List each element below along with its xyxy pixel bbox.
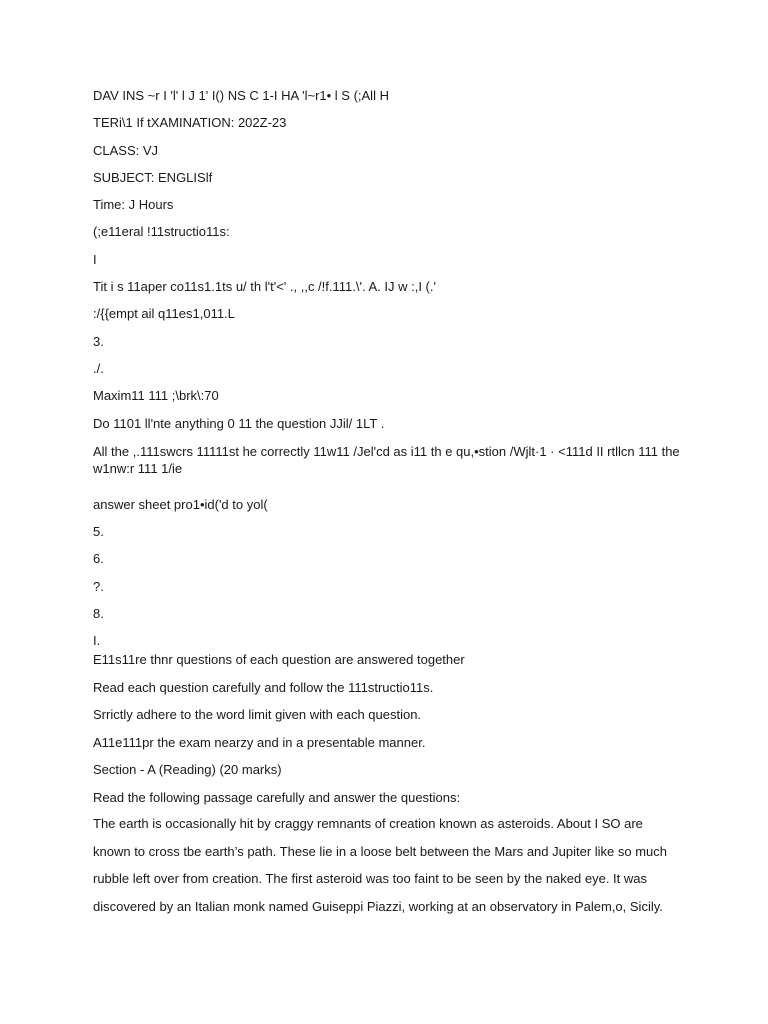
instruction-text: Tit i s 11aper co11s1.1ts u/ th l't'<' ., ,,c /!f.111.\'. A. IJ w :,I (.' [93,279,436,295]
exam-header [93,88,683,661]
passage-line: The earth is occasionally hit by craggy remnants of creation known as asteroids. About I SO are [93,816,643,831]
instruction-text: All the ,.111swcrs 11111st he correctly 11w11 /Jel'cd as i11 th e qu,•stion /Wjlt·1 · <111d II rtllcn 111 the w1nw:r 111 1/ie [93,443,680,476]
instruction-text: E11s11re thnr questions of each question are answered together [93,652,465,667]
subject-line: SUBJECT: ENGLISlf [93,169,213,185]
instruction-number: I. [93,633,101,649]
instructions-block [93,652,683,817]
exam-title: TERi\1 If tXAMINATION: 202Z-23 [93,115,287,131]
instruction-text: answer sheet pro1•id('d to yol( [93,496,268,512]
school-name: DAV INS ~r I 'l' l J 1' I() NS C 1-I HA 'l~r1• l S (;All H [93,88,389,103]
maximum-marks: Maxim11 111 ;\brk\:70 [93,388,219,404]
general-instructions-heading: (;e11eral !11structio11s: [93,224,230,240]
instruction-text: Do 1101 ll'nte anything 0 11 the question JJil/ 1LT . [93,415,385,431]
instruction-number: 5. [93,524,104,540]
passage-line: known to cross tbe earth’s path. These lie in a loose belt between the Mars and Jupiter like so much [93,843,668,859]
passage-line: discovered by an Italian monk named Guiseppi Piazzi, working at an observatory in Palem,o, Sicily. [93,898,663,914]
instruction-text: Srrictly adhere to the word limit given with each question. [93,707,422,722]
instruction-text: :/{{empt ail q11es1,011.L [93,306,235,322]
instruction-number: ?. [93,578,104,594]
instruction-text: Read each question carefully and follow the 111structio11s. [93,679,434,695]
reading-passage [93,816,683,926]
instruction-number: 3. [93,333,104,349]
class-line: CLASS: VJ [93,142,159,158]
time-line: Time: J Hours [93,197,174,213]
instruction-number: 8. [93,606,104,622]
instruction-number: 6. [93,551,104,567]
section-heading: Section - A (Reading) (20 marks) [93,762,282,777]
instruction-text: A11e111pr the exam nearzy and in a presentable manner. [93,734,426,750]
instruction-number: I [93,251,97,267]
passage-line: rubble left over from creation. The first asteroid was too faint to be seen by the naked eye. It was [93,871,647,886]
passage-instruction: Read the following passage carefully and answer the questions: [93,789,461,805]
instruction-number: ./. [93,360,104,376]
